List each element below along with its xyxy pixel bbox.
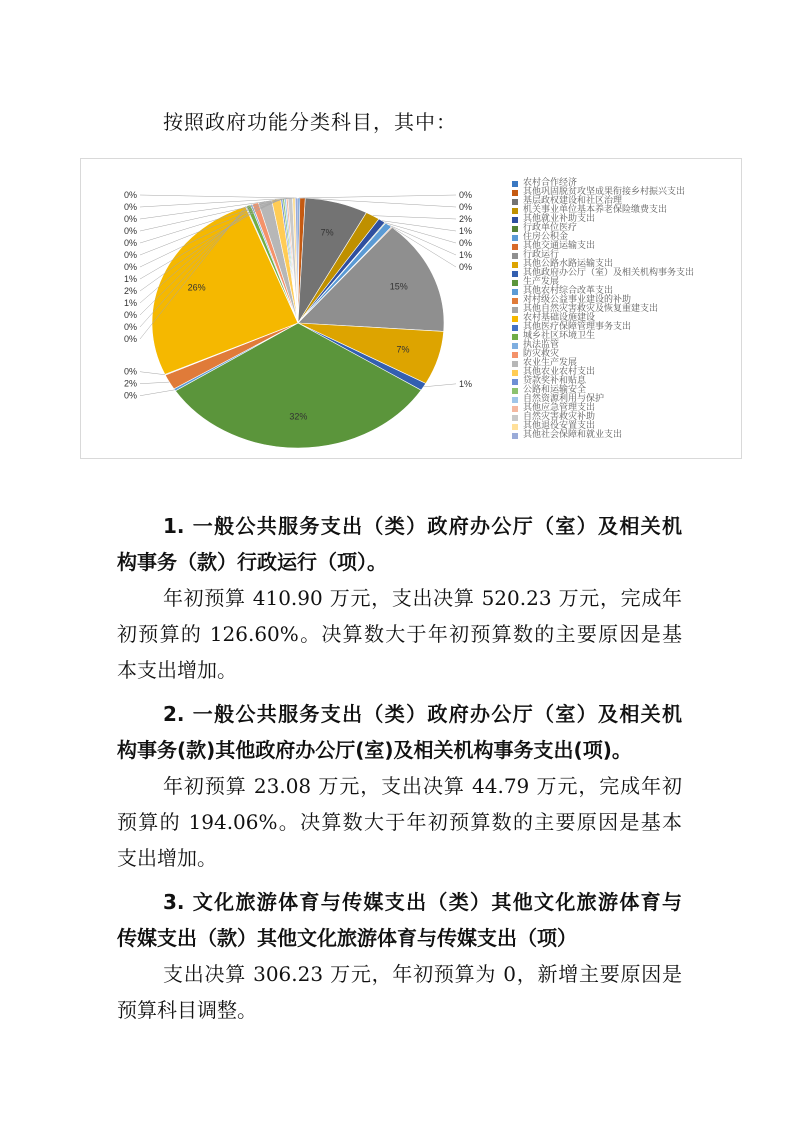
pie-chart: [80, 158, 742, 459]
leader-line: [140, 382, 169, 384]
legend-label: 其他应急管理支出: [523, 403, 596, 413]
pie-data-label-28: 0%: [123, 202, 137, 213]
document-body: [117, 508, 682, 1028]
pie-data-label-6: 0%: [459, 238, 473, 249]
legend-label: 城乡社区环境卫生: [523, 331, 596, 341]
legend-swatch: [512, 415, 518, 421]
pie-data-label-7: 1%: [459, 250, 473, 261]
leader-line: [299, 195, 456, 198]
pie-data-label-21: 2%: [123, 286, 137, 297]
pie-data-label-15: 0%: [123, 366, 137, 377]
section-heading-line: 2. 一般公共服务支出（类）政府办公厅（室）及相关机: [163, 702, 682, 726]
legend-label: 其他就业补助支出: [523, 214, 596, 224]
pie-data-label-26: 0%: [123, 226, 137, 237]
pie-data-label-13: 0%: [123, 390, 137, 401]
legend-label: 其他农业农村支出: [523, 367, 596, 377]
legend-swatch: [512, 433, 518, 439]
legend-label: 贷款奖补和贴息: [523, 376, 587, 386]
legend-label: 其他公路水路运输支出: [523, 259, 614, 269]
legend-item: [512, 431, 694, 440]
legend-label: 其他政府办公厅（室）及相关机构事务支出: [523, 268, 695, 278]
pie-data-label-24: 0%: [123, 250, 137, 261]
spacer: [117, 876, 682, 884]
legend-swatch: [512, 424, 518, 430]
legend-label: 其他退役安置支出: [523, 421, 596, 431]
chart-legend: [512, 179, 694, 440]
leader-line: [140, 390, 175, 396]
pie-data-label-23: 0%: [123, 262, 137, 273]
legend-swatch: [512, 397, 518, 403]
leader-line: [140, 372, 165, 375]
paragraph-line: 预算科目调整。: [117, 998, 257, 1022]
legend-label: 其他交通运输支出: [523, 241, 596, 251]
pie-data-label-29: 0%: [123, 190, 137, 201]
pie-data-label-4: 2%: [459, 214, 473, 225]
legend-swatch: [512, 190, 518, 196]
paragraph-line: 本支出增加。: [117, 658, 237, 682]
paragraph-line: 初预算的 126.60%。决算数大于年初预算数的主要原因是基: [117, 622, 682, 646]
legend-swatch: [512, 406, 518, 412]
legend-swatch: [512, 208, 518, 214]
paragraph-line: 预算的 194.06%。决算数大于年初预算数的主要原因是基本: [117, 810, 682, 834]
legend-label: 防灾救灾: [523, 349, 560, 359]
legend-swatch: [512, 298, 518, 304]
legend-label: 行政单位医疗: [523, 223, 578, 233]
pie-data-label-12: 32%: [289, 411, 308, 422]
pie-data-label-18: 0%: [123, 322, 137, 333]
section-heading-line: 构事务(款)其他政府办公厅(室)及相关机构事务支出(项)。: [117, 738, 632, 762]
legend-swatch: [512, 361, 518, 367]
legend-swatch: [512, 262, 518, 268]
pie-data-label-17: 0%: [123, 334, 137, 345]
legend-label: 其他巩固脱贫攻坚成果衔接乡村振兴支出: [523, 187, 686, 197]
legend-label: 行政运行: [523, 250, 560, 260]
legend-label: 农业生产发展: [523, 358, 578, 368]
legend-swatch: [512, 325, 518, 331]
section-heading-line: 传媒支出（款）其他文化旅游体育与传媒支出（项）: [117, 926, 577, 950]
legend-label: 基层政权建设和社区治理: [523, 196, 623, 206]
pie-data-label-27: 0%: [123, 214, 137, 225]
legend-label: 机关事业单位基本养老保险缴费支出: [523, 205, 668, 215]
legend-swatch: [512, 307, 518, 313]
pie-data-label-14: 2%: [123, 378, 137, 389]
legend-label: 公路和运输安全: [523, 385, 587, 395]
paragraph-line: 年初预算 410.90 万元，支出决算 520.23 万元，完成年: [163, 586, 682, 610]
legend-label: 生产发展: [523, 277, 560, 287]
legend-swatch: [512, 235, 518, 241]
legend-label: 自然资源利用与保护: [523, 394, 605, 404]
legend-label: 对村级公益事业建设的补助: [523, 295, 632, 305]
legend-swatch: [512, 379, 518, 385]
legend-label: 农村基础设施建设: [523, 313, 596, 323]
legend-swatch: [512, 226, 518, 232]
paragraph-line: 支出决算 306.23 万元，年初预算为 0，新增主要原因是: [163, 962, 682, 986]
pie-data-label-2: 0%: [459, 202, 473, 213]
legend-swatch: [512, 253, 518, 259]
legend-swatch: [512, 334, 518, 340]
legend-label: 农村合作经济: [523, 178, 578, 188]
legend-swatch: [512, 217, 518, 223]
pie-data-label-20: 1%: [123, 298, 137, 309]
pie-data-label-25: 0%: [123, 238, 137, 249]
pie-data-label-8: 0%: [459, 262, 473, 273]
legend-swatch: [512, 181, 518, 187]
leader-line: [140, 195, 297, 198]
legend-swatch: [512, 316, 518, 322]
section-heading-line: 3. 文化旅游体育与传媒支出（类）其他文化旅游体育与: [163, 890, 682, 914]
pie-data-label-22: 1%: [123, 274, 137, 285]
legend-label: 执法监管: [523, 340, 560, 350]
legend-swatch: [512, 280, 518, 286]
legend-label: 其他社会保障和就业支出: [523, 430, 623, 440]
leader-line: [373, 216, 456, 219]
intro-text: 按照政府功能分类科目，其中：: [163, 110, 457, 134]
pie-data-label-10: 7%: [396, 344, 410, 355]
pie-data-label-1: 0%: [459, 190, 473, 201]
legend-label: 其他自然灾害救灾及恢复重建支出: [523, 304, 659, 314]
legend-label: 自然灾害救灾补助: [523, 412, 596, 422]
pie-data-label-11: 1%: [459, 378, 473, 389]
legend-swatch: [512, 388, 518, 394]
pie-slices: [152, 198, 444, 448]
pie-data-label-3: 7%: [320, 227, 334, 238]
legend-swatch: [512, 271, 518, 277]
legend-label: 其他农村综合改革支出: [523, 286, 614, 296]
paragraph-line: 年初预算 23.08 万元，支出决算 44.79 万元，完成年初: [163, 774, 682, 798]
pie-data-label-5: 1%: [459, 226, 473, 237]
legend-swatch: [512, 370, 518, 376]
pie-data-label-16: 26%: [187, 282, 206, 293]
section-heading-line: 构事务（款）行政运行（项）。: [117, 550, 387, 574]
legend-swatch: [512, 343, 518, 349]
legend-swatch: [512, 289, 518, 295]
legend-swatch: [512, 199, 518, 205]
spacer: [117, 688, 682, 696]
pie-data-label-9: 15%: [389, 281, 408, 292]
paragraph-line: 支出增加。: [117, 846, 217, 870]
legend-label: 其他医疗保障管理事务支出: [523, 322, 632, 332]
pie-data-label-19: 0%: [123, 310, 137, 321]
section-heading-line: 1. 一般公共服务支出（类）政府办公厅（室）及相关机: [163, 514, 682, 538]
legend-swatch: [512, 352, 518, 358]
legend-swatch: [512, 244, 518, 250]
leader-line: [424, 384, 456, 387]
legend-label: 住房公积金: [523, 232, 569, 242]
